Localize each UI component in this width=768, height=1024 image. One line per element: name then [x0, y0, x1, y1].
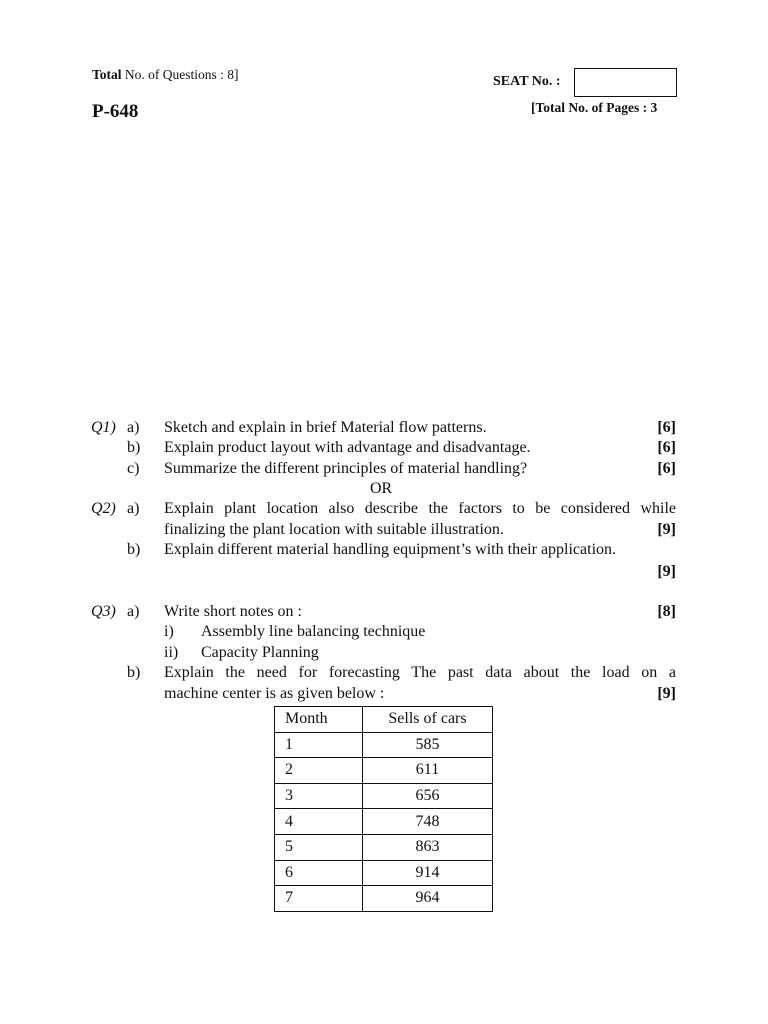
table-header-row: [275, 707, 493, 733]
table-row: [275, 732, 493, 758]
header-sells: Sells of cars: [363, 707, 493, 733]
table-row: [275, 783, 493, 809]
seat-number-box[interactable]: [574, 68, 677, 97]
cell-sells: 964: [363, 886, 493, 912]
q1a-label: a): [127, 419, 140, 436]
q1c-text: Summarize the different principles of material handling?: [164, 460, 528, 477]
q3a-item-text: Assembly line balancing technique: [201, 623, 426, 640]
q1b-marks: [6]: [657, 439, 676, 456]
q3a-marks: [8]: [657, 603, 676, 620]
cell-month: 5: [275, 834, 363, 860]
cell-month: 4: [275, 809, 363, 835]
q1a-marks: [6]: [657, 419, 676, 436]
q1b-label: b): [127, 439, 141, 456]
q2a-label: a): [127, 500, 140, 517]
cell-month: 6: [275, 860, 363, 886]
cell-sells: 863: [363, 834, 493, 860]
paper-code: P-648: [92, 101, 139, 122]
q2a-marks: [9]: [657, 521, 676, 538]
header-month: Month: [275, 707, 363, 733]
q3b-label: b): [127, 664, 141, 681]
q1c-label: c): [127, 460, 140, 477]
q3a-label: a): [127, 603, 140, 620]
q3b-text-line2: machine center is as given below :: [164, 685, 385, 702]
q1b-text: Explain product layout with advantage and disadvantage.: [164, 439, 531, 456]
cell-sells: 656: [363, 783, 493, 809]
car-sales-table: [274, 706, 493, 912]
or-separator: OR: [370, 480, 393, 497]
q3a-item-num: i): [164, 623, 174, 640]
q2b-label: b): [127, 541, 141, 558]
cell-month: 1: [275, 732, 363, 758]
cell-month: 2: [275, 758, 363, 784]
q2-number: Q2): [91, 500, 116, 517]
table-row: [275, 860, 493, 886]
q3b-marks: [9]: [657, 685, 676, 702]
cell-sells: 611: [363, 758, 493, 784]
q3a-item-num: ii): [164, 644, 179, 661]
total-questions: [92, 67, 239, 83]
q1a-text: Sketch and explain in brief Material flow patterns.: [164, 419, 487, 436]
cell-sells: 914: [363, 860, 493, 886]
table-row: [275, 886, 493, 912]
q1c-marks: [6]: [657, 460, 676, 477]
q2b-text: Explain different material handling equipment’s with their application.: [164, 541, 617, 558]
cell-month: 3: [275, 783, 363, 809]
q3a-item-text: Capacity Planning: [201, 644, 319, 661]
cell-month: 7: [275, 886, 363, 912]
table-row: [275, 809, 493, 835]
total-questions-text: No. of Questions : 8]: [124, 67, 239, 82]
q3-number: Q3): [91, 603, 116, 620]
q2a-text-line2: finalizing the plant location with suitable illustration.: [164, 521, 504, 538]
q2b-marks: [9]: [657, 563, 676, 580]
q3b-text-line1: Explain the need for forecasting The past data about the load on a: [164, 664, 676, 681]
total-questions-prefix: Total: [92, 67, 125, 82]
total-pages: [Total No. of Pages : 3: [531, 100, 658, 115]
cell-sells: 748: [363, 809, 493, 835]
q3a-text: Write short notes on :: [164, 603, 302, 620]
q1-number: Q1): [91, 419, 116, 436]
seat-label: SEAT No. :: [493, 74, 561, 89]
table-row: [275, 834, 493, 860]
cell-sells: 585: [363, 732, 493, 758]
table-row: [275, 758, 493, 784]
q2a-text-line1: Explain plant location also describe the factors to be considered while: [164, 500, 676, 517]
